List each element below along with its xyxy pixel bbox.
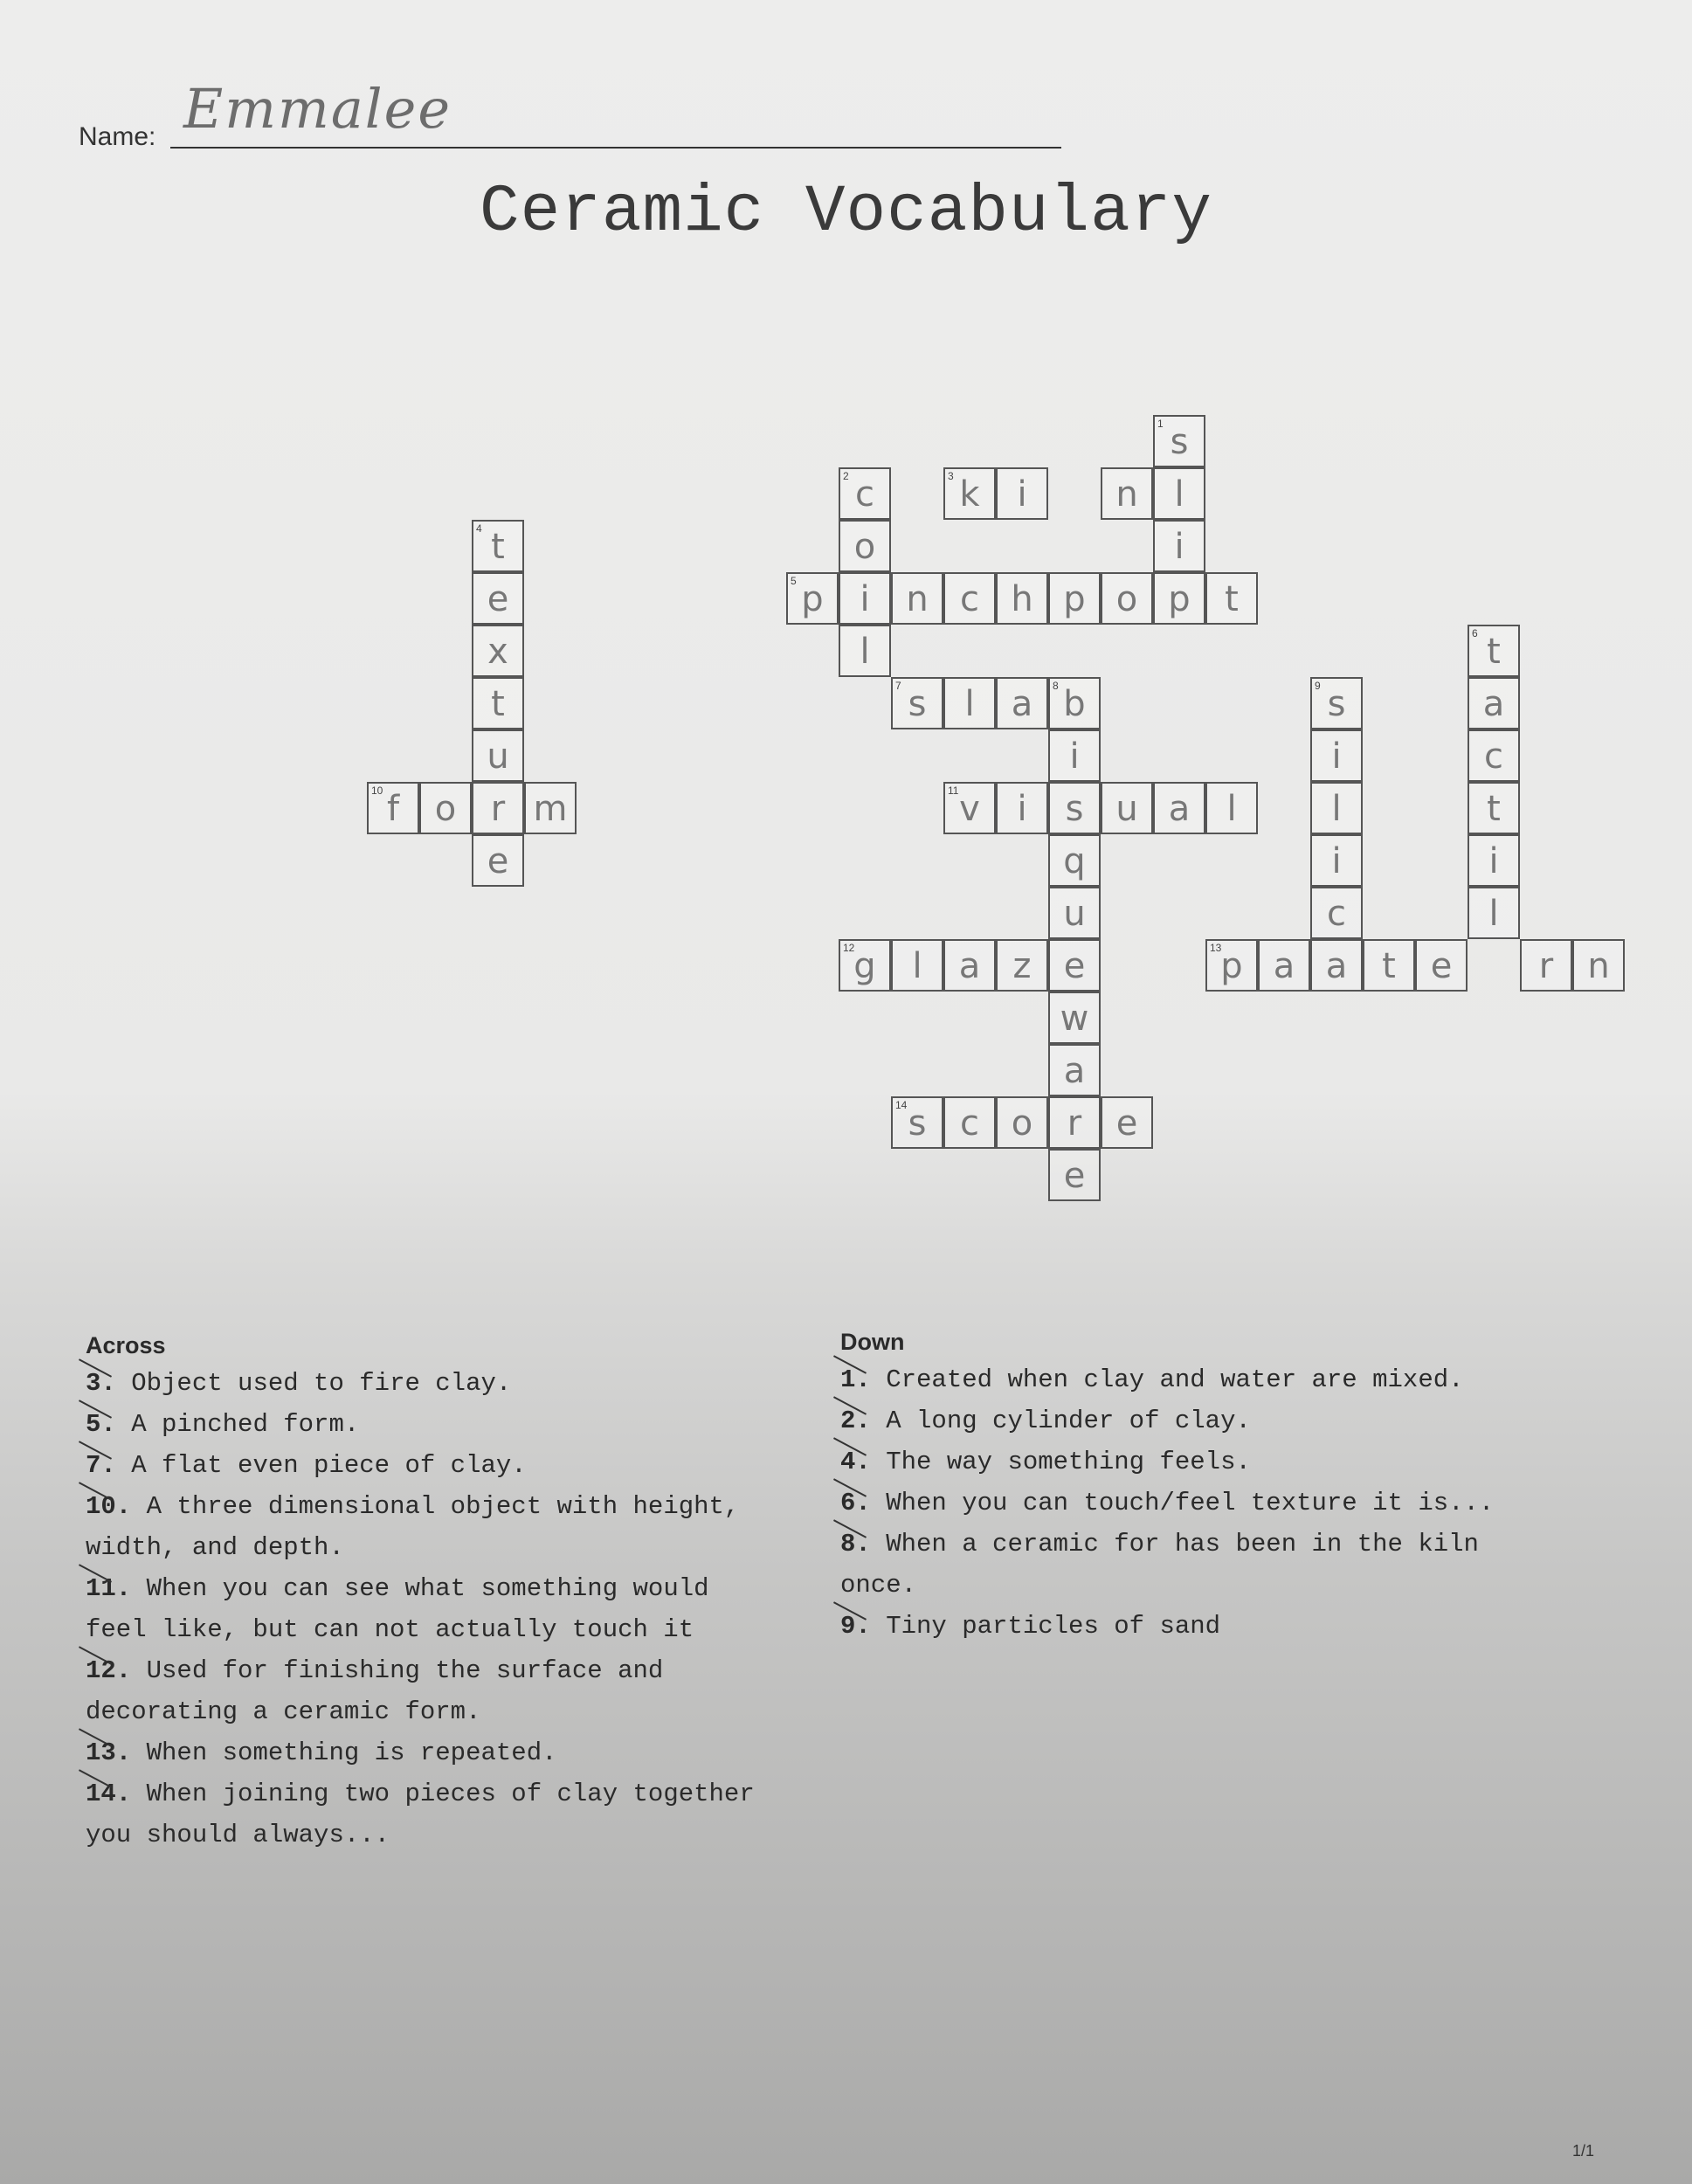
clue-text: Created when clay and water are mixed. xyxy=(886,1365,1464,1394)
clue-text: A long cylinder of clay. xyxy=(886,1406,1251,1435)
down-clue xyxy=(840,1359,1626,1400)
down-clue xyxy=(840,1441,1626,1482)
handwritten-letter: t xyxy=(491,527,505,567)
crossword-cell xyxy=(943,939,996,992)
crossword-cell xyxy=(472,677,524,729)
across-clue xyxy=(86,1568,854,1609)
handwritten-letter: u xyxy=(1063,894,1086,934)
handwritten-letter: s xyxy=(1327,684,1346,724)
handwritten-letter: l xyxy=(860,632,870,672)
clue-text: Object used to fire clay. xyxy=(131,1369,512,1398)
handwritten-letter: o xyxy=(853,527,876,567)
handwritten-letter: o xyxy=(434,789,457,829)
crossword-cell xyxy=(472,572,524,625)
name-label: Name: xyxy=(79,122,156,151)
handwritten-letter: h xyxy=(1011,579,1033,619)
cell-number: 1 xyxy=(1157,418,1164,430)
crossword-cell xyxy=(839,520,891,572)
clue-text: The way something feels. xyxy=(886,1448,1251,1476)
handwritten-letter: n xyxy=(1587,946,1610,986)
cell-number: 3 xyxy=(948,470,954,482)
down-clue xyxy=(840,1482,1626,1524)
crossword-cell xyxy=(1101,572,1153,625)
across-heading: Across xyxy=(86,1332,166,1358)
crossword-cell xyxy=(1415,939,1468,992)
crossword-cell xyxy=(1310,834,1363,887)
handwritten-letter: t xyxy=(1487,632,1501,672)
student-name-handwriting: Emmalee xyxy=(183,77,452,141)
clue-number: 3. xyxy=(86,1369,116,1398)
crossword-cell xyxy=(943,677,996,729)
clue-number: 11. xyxy=(86,1574,132,1603)
handwritten-letter: p xyxy=(801,579,824,619)
crossword-cell xyxy=(1205,782,1258,834)
handwritten-letter: s xyxy=(1170,422,1189,462)
crossword-cell xyxy=(891,572,943,625)
handwritten-letter: l xyxy=(912,946,922,986)
handwritten-letter: e xyxy=(1063,1156,1086,1196)
crossword-cell xyxy=(472,834,524,887)
handwritten-letter: a xyxy=(1325,946,1348,986)
crossword-cell xyxy=(524,782,577,834)
cell-number: 6 xyxy=(1472,627,1478,639)
across-clue xyxy=(86,1445,854,1486)
handwritten-letter: o xyxy=(1115,579,1138,619)
handwritten-letter: p xyxy=(1220,946,1243,986)
clue-text: Used for finishing the surface and xyxy=(146,1656,664,1685)
clue-number: 9. xyxy=(840,1612,871,1641)
handwritten-letter: z xyxy=(1012,946,1032,986)
crossword-cell xyxy=(839,572,891,625)
handwritten-letter: a xyxy=(1063,1051,1086,1091)
crossword-cell xyxy=(996,572,1048,625)
handwritten-letter: r xyxy=(490,789,506,829)
clue-text: A three dimensional object with height, xyxy=(146,1492,740,1521)
handwritten-letter: f xyxy=(386,789,400,829)
clue-text: width, and depth. xyxy=(86,1533,344,1562)
clue-number: 7. xyxy=(86,1451,116,1480)
crossword-cell xyxy=(1205,939,1258,992)
handwritten-letter: a xyxy=(1011,684,1033,724)
crossword-cell xyxy=(1153,467,1205,520)
crossword-cell xyxy=(943,467,996,520)
handwritten-letter: n xyxy=(1115,474,1138,515)
clue-number: 12. xyxy=(86,1656,132,1685)
crossword-cell xyxy=(1153,572,1205,625)
cell-number: 8 xyxy=(1053,680,1059,692)
handwritten-letter: a xyxy=(1273,946,1295,986)
crossword-cell xyxy=(1048,677,1101,729)
handwritten-letter: c xyxy=(960,1103,979,1144)
handwritten-letter: w xyxy=(1060,999,1089,1039)
crossword-cell xyxy=(1153,415,1205,467)
across-clue xyxy=(86,1609,854,1650)
crossword-cell xyxy=(996,939,1048,992)
handwritten-letter: e xyxy=(487,841,509,881)
crossword-cell xyxy=(891,939,943,992)
across-clue xyxy=(86,1527,854,1568)
handwritten-letter: s xyxy=(908,1103,927,1144)
handwritten-letter: k xyxy=(959,474,980,515)
crossword-cell xyxy=(1101,1096,1153,1149)
crossword-cell xyxy=(1048,1096,1101,1149)
handwritten-letter: v xyxy=(959,789,980,829)
clue-number: 4. xyxy=(840,1448,871,1476)
cell-number: 5 xyxy=(791,575,797,587)
crossword-cell xyxy=(1310,782,1363,834)
across-clue xyxy=(86,1814,854,1856)
across-clue xyxy=(86,1404,854,1445)
crossword-cell xyxy=(1468,729,1520,782)
crossword-cell xyxy=(1310,677,1363,729)
crossword-cell xyxy=(996,1096,1048,1149)
cell-number: 12 xyxy=(843,942,855,954)
across-clues xyxy=(86,1328,854,1856)
clue-text: Tiny particles of sand xyxy=(886,1612,1221,1641)
crossword-cell xyxy=(1572,939,1625,992)
clue-text: feel like, but can not actually touch it xyxy=(86,1615,694,1644)
crossword-cell xyxy=(1153,520,1205,572)
handwritten-letter: c xyxy=(1327,894,1346,934)
crossword-cell xyxy=(786,572,839,625)
clue-number: 6. xyxy=(840,1489,871,1517)
crossword-cell xyxy=(1048,887,1101,939)
crossword-cell xyxy=(1205,572,1258,625)
down-clues xyxy=(840,1324,1626,1647)
handwritten-letter: l xyxy=(1488,894,1499,934)
crossword-cell xyxy=(1048,729,1101,782)
clue-text: When a ceramic for has been in the kiln xyxy=(886,1530,1479,1559)
crossword-cell xyxy=(1258,939,1310,992)
handwritten-letter: a xyxy=(1168,789,1191,829)
handwritten-letter: x xyxy=(487,632,508,672)
across-clue xyxy=(86,1773,854,1814)
clue-number: 5. xyxy=(86,1410,116,1439)
handwritten-letter: s xyxy=(1065,789,1084,829)
crossword-cell xyxy=(1310,729,1363,782)
crossword-cell xyxy=(839,939,891,992)
crossword-cell xyxy=(1048,939,1101,992)
clue-text: A pinched form. xyxy=(131,1410,360,1439)
handwritten-letter: q xyxy=(1063,841,1086,881)
handwritten-letter: e xyxy=(1115,1103,1138,1144)
handwritten-letter: i xyxy=(1331,736,1342,777)
crossword-cell xyxy=(1363,939,1415,992)
cell-number: 9 xyxy=(1315,680,1321,692)
handwritten-letter: l xyxy=(1174,474,1184,515)
crossword-cell xyxy=(1468,887,1520,939)
crossword-cell xyxy=(1310,887,1363,939)
clue-text: A flat even piece of clay. xyxy=(131,1451,527,1480)
crossword-cell xyxy=(996,677,1048,729)
down-heading: Down xyxy=(840,1329,905,1355)
handwritten-letter: i xyxy=(1017,789,1027,829)
page-number: 1/1 xyxy=(1572,2142,1595,2160)
across-clue xyxy=(86,1486,854,1527)
crossword-cell xyxy=(419,782,472,834)
crossword-cell xyxy=(1101,467,1153,520)
handwritten-letter: s xyxy=(908,684,927,724)
handwritten-letter: e xyxy=(487,579,509,619)
handwritten-letter: i xyxy=(1331,841,1342,881)
handwritten-letter: r xyxy=(1067,1103,1082,1144)
handwritten-letter: t xyxy=(1487,789,1501,829)
handwritten-letter: r xyxy=(1538,946,1554,986)
handwritten-letter: u xyxy=(487,736,509,777)
clue-number: 8. xyxy=(840,1530,871,1559)
handwritten-letter: i xyxy=(1174,527,1184,567)
handwritten-letter: t xyxy=(1225,579,1239,619)
handwritten-letter: i xyxy=(860,579,870,619)
clue-number: 2. xyxy=(840,1406,871,1435)
crossword-cell xyxy=(367,782,419,834)
cell-number: 7 xyxy=(895,680,901,692)
cell-number: 14 xyxy=(895,1099,908,1111)
crossword-cell xyxy=(839,625,891,677)
handwritten-letter: e xyxy=(1430,946,1453,986)
handwritten-letter: l xyxy=(1226,789,1237,829)
crossword-cell xyxy=(1153,782,1205,834)
handwritten-letter: c xyxy=(960,579,979,619)
crossword-cell xyxy=(1048,572,1101,625)
crossword-cell xyxy=(1048,1044,1101,1096)
handwritten-letter: e xyxy=(1063,946,1086,986)
clue-text: once. xyxy=(840,1571,917,1600)
across-clue xyxy=(86,1732,854,1773)
crossword-cell xyxy=(1101,782,1153,834)
clue-text: When something is repeated. xyxy=(146,1738,557,1767)
clue-text: When joining two pieces of clay together xyxy=(146,1780,755,1808)
crossword-cell xyxy=(839,467,891,520)
handwritten-letter: t xyxy=(491,684,505,724)
crossword-cell xyxy=(891,677,943,729)
crossword-cell xyxy=(1468,782,1520,834)
handwritten-letter: i xyxy=(1488,841,1499,881)
clue-text: decorating a ceramic form. xyxy=(86,1697,481,1726)
clue-text: When you can see what something would xyxy=(146,1574,709,1603)
handwritten-letter: l xyxy=(1331,789,1342,829)
handwritten-letter: a xyxy=(1482,684,1505,724)
across-clue xyxy=(86,1363,854,1404)
crossword-cell xyxy=(472,520,524,572)
handwritten-letter: o xyxy=(1011,1103,1033,1144)
handwritten-letter: t xyxy=(1382,946,1396,986)
crossword-cell xyxy=(943,572,996,625)
crossword-cell xyxy=(1048,782,1101,834)
crossword-cell xyxy=(1048,1149,1101,1201)
clue-number: 14. xyxy=(86,1780,132,1808)
handwritten-letter: c xyxy=(855,474,874,515)
crossword-cell xyxy=(1048,992,1101,1044)
down-clue xyxy=(840,1524,1626,1565)
handwritten-letter: b xyxy=(1063,684,1086,724)
crossword-cell xyxy=(472,729,524,782)
clue-text: When you can touch/feel texture it is... xyxy=(886,1489,1495,1517)
cell-number: 10 xyxy=(371,784,383,797)
crossword-cell xyxy=(1310,939,1363,992)
handwritten-letter: l xyxy=(964,684,975,724)
down-clue xyxy=(840,1565,1626,1606)
cell-number: 4 xyxy=(476,522,482,535)
handwritten-letter: p xyxy=(1063,579,1086,619)
crossword-cell xyxy=(1520,939,1572,992)
crossword-cell xyxy=(943,782,996,834)
clue-number: 13. xyxy=(86,1738,132,1767)
clue-number: 10. xyxy=(86,1492,132,1521)
handwritten-letter: p xyxy=(1168,579,1191,619)
crossword-cell xyxy=(943,1096,996,1149)
handwritten-letter: c xyxy=(1484,736,1503,777)
crossword-cell xyxy=(472,782,524,834)
down-clue xyxy=(840,1400,1626,1441)
crossword-cell xyxy=(1468,625,1520,677)
across-clue xyxy=(86,1650,854,1691)
clue-number: 1. xyxy=(840,1365,871,1394)
crossword-cell xyxy=(1468,677,1520,729)
across-clue xyxy=(86,1691,854,1732)
handwritten-letter: i xyxy=(1017,474,1027,515)
handwritten-letter: u xyxy=(1115,789,1138,829)
page-title: Ceramic Vocabulary xyxy=(480,175,1212,250)
crossword-cell xyxy=(996,467,1048,520)
handwritten-letter: n xyxy=(906,579,929,619)
handwritten-letter: a xyxy=(958,946,981,986)
crossword-cell xyxy=(891,1096,943,1149)
cell-number: 13 xyxy=(1210,942,1222,954)
crossword-cell xyxy=(1468,834,1520,887)
handwritten-letter: i xyxy=(1069,736,1080,777)
cell-number: 11 xyxy=(948,784,959,797)
crossword-cell xyxy=(1048,834,1101,887)
crossword-cell xyxy=(472,625,524,677)
cell-number: 2 xyxy=(843,470,849,482)
clue-text: you should always... xyxy=(86,1821,390,1849)
handwritten-letter: g xyxy=(853,946,876,986)
handwritten-letter: m xyxy=(533,789,568,829)
down-clue xyxy=(840,1606,1626,1647)
crossword-cell xyxy=(996,782,1048,834)
